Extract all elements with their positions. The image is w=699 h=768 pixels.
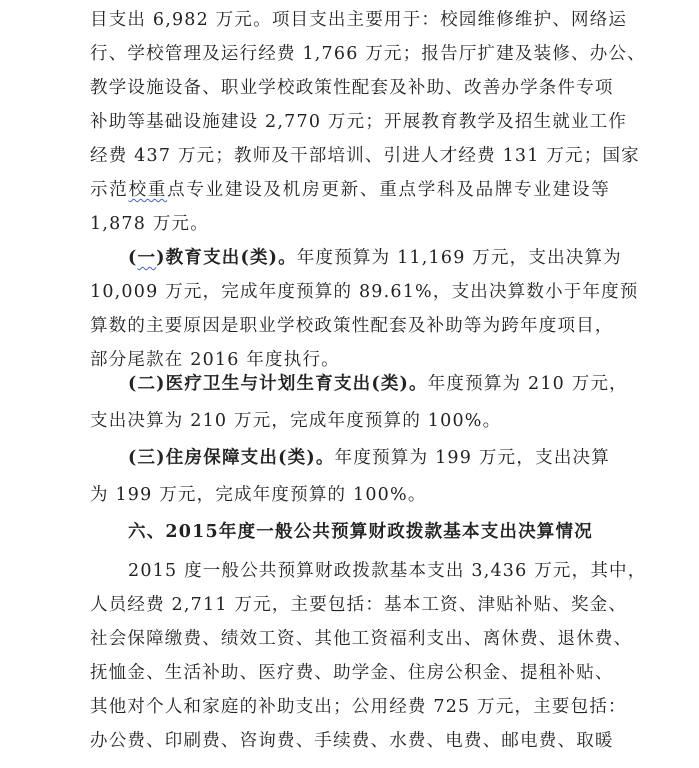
paragraph-line: 经费 437 万元；教师及干部培训、引进人才经费 131 万元；国家 xyxy=(90,146,640,166)
paragraph-line: 为 199 万元，完成年度预算的 100%。 xyxy=(90,485,427,505)
paragraph-line: 社会保障缴费、绩效工资、其他工资福利支出、离休费、退休费、 xyxy=(90,629,633,649)
paragraph-line: 2015 度一般公共预算财政拨款基本支出 3,436 万元，其中， xyxy=(128,561,647,581)
paragraph-line: 抚恤金、生活补助、医疗费、助学金、住房公积金、提租补贴、 xyxy=(90,663,614,683)
section1-text: 年度预算为 11,169 万元，支出决算为 xyxy=(296,248,622,268)
section1-first-line xyxy=(128,241,622,275)
paragraph-line: 行、学校管理及运行经费 1,766 万元；报告厅扩建及装修、办公、 xyxy=(90,44,646,64)
section3-text: 年度预算为 199 万元，支出决算 xyxy=(334,448,610,468)
section2-title: (二)医疗卫生与计划生育支出(类)。 xyxy=(128,374,428,394)
paragraph-line: 教学设施设备、职业学校政策性配套及补助、改善办学条件专项 xyxy=(90,78,614,98)
paragraph-line: 算数的主要原因是职业学校政策性配套及补助等为跨年度项目， xyxy=(90,316,614,336)
section1-title: (一)教育支出(类)。 xyxy=(128,248,297,268)
paragraph-line: 支出决算为 210 万元，完成年度预算的 100%。 xyxy=(90,411,502,431)
paragraph-text: 示范 xyxy=(90,180,129,200)
section-heading: 六、2015年度一般公共预算财政拨款基本支出决算情况 xyxy=(128,522,593,542)
section3-title: (三)住房保障支出(类)。 xyxy=(128,448,335,468)
paragraph-line xyxy=(90,173,610,207)
paragraph-line: 其他对个人和家庭的补助支出；公用经费 725 万元，主要包括： xyxy=(90,697,627,717)
spellcheck-marked-text: 一 xyxy=(137,248,157,268)
section2-text: 年度预算为 210 万元， xyxy=(427,374,628,394)
paragraph-line: 1,878 万元。 xyxy=(90,214,209,234)
paragraph-line: 目支出 6,982 万元。项目支出主要用于：校园维修维护、网络运 xyxy=(90,10,628,30)
paragraph-line: 10,009 万元，完成年度预算的 89.61%，支出决算数小于年度预 xyxy=(90,282,639,302)
paragraph-line: 部分尾款在 2016 年度执行。 xyxy=(90,350,340,370)
paragraph-text: 点专业建设及机房更新、重点学科及品牌专业建设等 xyxy=(167,180,610,200)
paragraph-line: 人员经费 2,711 万元，主要包括：基本工资、津贴补贴、奖金、 xyxy=(90,595,628,615)
section2-first-line xyxy=(128,367,628,401)
section3-first-line xyxy=(128,441,610,475)
paragraph-line: 补助等基础设施建设 2,770 万元；开展教育教学及招生就业工作 xyxy=(90,112,628,132)
spellcheck-marked-text: 校重 xyxy=(128,180,168,200)
paragraph-line: 办公费、印刷费、咨询费、手续费、水费、电费、邮电费、取暖 xyxy=(90,731,614,751)
